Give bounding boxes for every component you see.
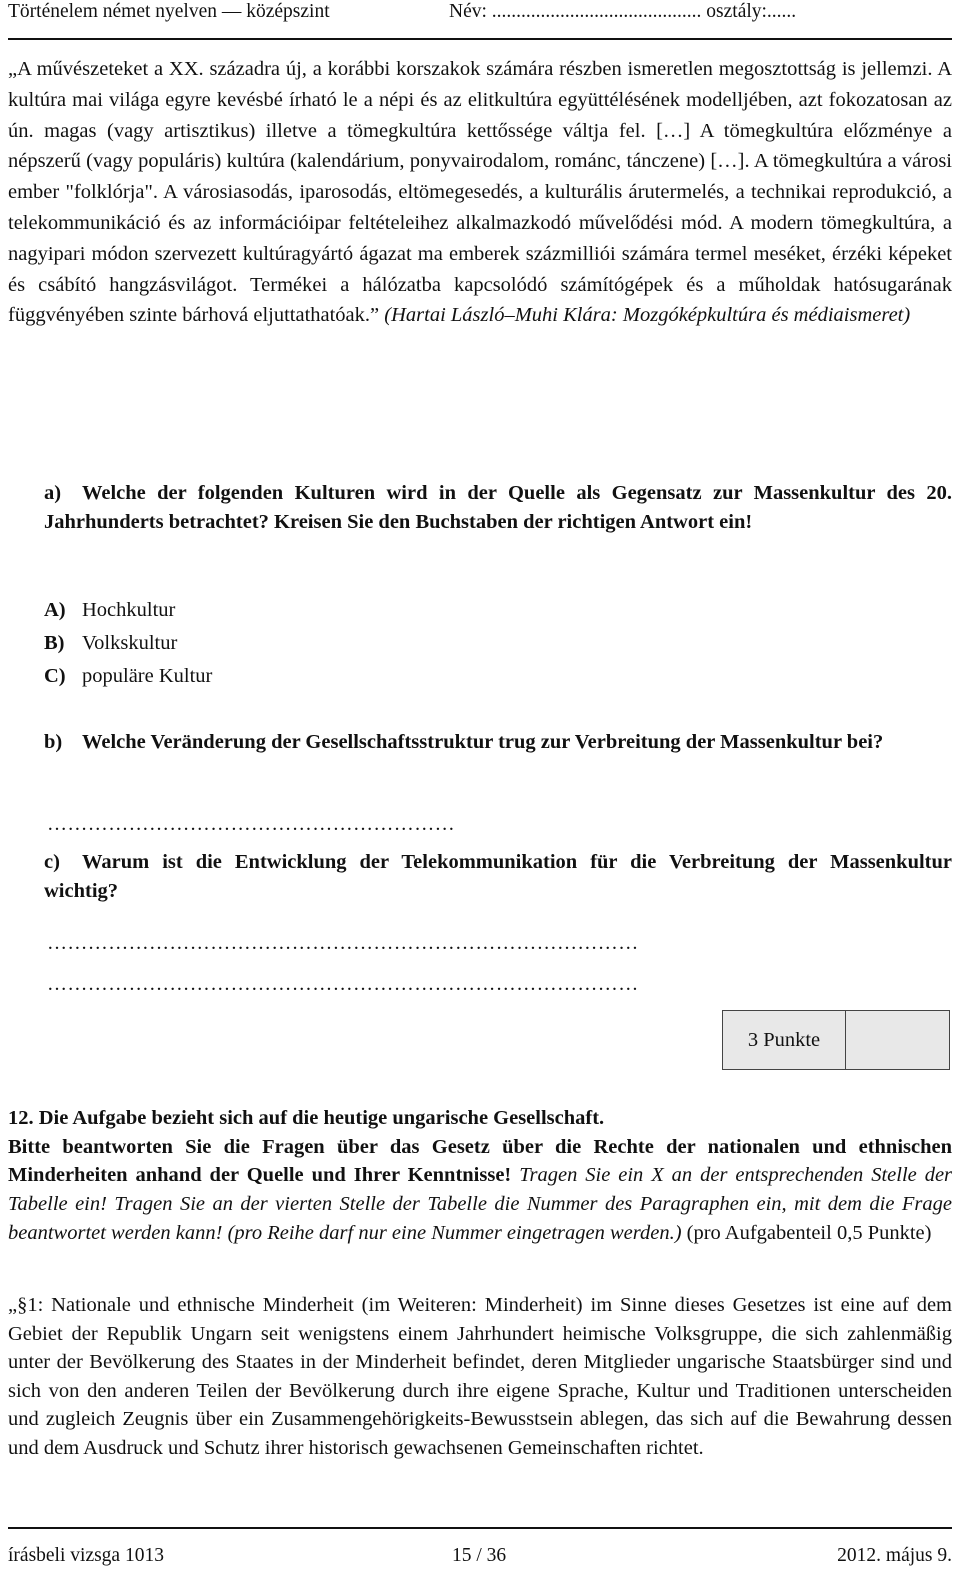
question-c-text: Warum ist die Entwicklung der Telekommunikation für die Verbreitung der Massenkultur wichtig? [44,851,952,902]
points-box [722,1010,950,1070]
option-b-text: Volkskultur [82,632,178,654]
footer-rule [8,1527,952,1529]
option-c[interactable] [44,664,212,688]
points-label: 3 Punkte [723,1011,846,1069]
question-c [44,848,952,906]
question-a-label: a) [44,482,62,504]
answer-line-b[interactable]: …………………………………………………… [47,814,455,834]
option-a-text: Hochkultur [82,599,176,621]
answer-line-c-2[interactable]: …………………………………………………………………………… [47,974,639,994]
footer-date: 2012. május 9. [837,1545,952,1566]
option-b[interactable] [44,631,177,655]
task-12-points-note: (pro Aufgabenteil 0,5 Punkte) [686,1221,932,1244]
option-c-letter: C) [44,665,66,687]
header-title: Történelem német nyelven — középszint [8,1,330,22]
task-12-instruction-italic: Tragen Sie ein X an der entsprechenden Stelle der Tabelle ein! Tragen Sie an der vierten Stelle der Tabelle die Nummer des Paragraphen ein, mit dem die Frage beantwortet werden kann! (pro Reihe darf nur eine Nummer eingetragen werden.) [8,1164,953,1244]
header-name-field: Név: ........................................... osztály:...... [449,1,797,22]
page-footer [8,1543,952,1569]
task-12-intro [8,1104,952,1248]
header-rule [8,38,952,40]
footer-exam-code: írásbeli vizsga 1013 [8,1545,164,1566]
question-b-label: b) [44,731,63,753]
source-quote [8,54,952,331]
question-b-text: Welche Veränderung der Gesellschaftsstruktur trug zur Verbreitung der Massenkultur bei? [82,731,884,753]
option-b-letter: B) [44,632,65,654]
question-b [44,728,952,757]
footer-page-number: 15 / 36 [452,1545,507,1566]
source-citation: (Hartai László–Muhi Klára: Mozgóképkultúra és médiaismeret) [384,304,911,327]
page-header [8,0,952,24]
question-a-text: Welche der folgenden Kulturen wird in der Quelle als Gegensatz zur Massenkultur des 20. Jahrhunderts betrachtet? Kreisen Sie den Buchstaben der richtigen Antwort ein! [44,482,952,533]
question-a [44,479,952,537]
task-12-instruction: Bitte beantworten Sie die Fragen über das Gesetz über die Rechte der nationalen und ethnischen Minderheiten anhand der Quelle und Ihrer Kenntnisse! [8,1135,952,1187]
question-c-label: c) [44,851,60,873]
option-c-text: populäre Kultur [82,665,213,687]
task-12-heading: 12. Die Aufgabe bezieht sich auf die heutige ungarische Gesellschaft. [8,1107,605,1129]
option-a[interactable] [44,598,175,622]
law-paragraph-1: „§1: Nationale und ethnische Minderheit (im Weiteren: Minderheit) im Sinne dieses Gesetzes ist eine auf dem Gebiet der Republik Ungarn seit wenigstens einem Jahrhundert heimische Volksgruppe, die sich zahlenmäßig unter der Bevölkerung des Staates in der Minderheit befindet, deren Mitglieder ungarische Staatsbürger sind und sich von den anderen Teilen der Bevölkerung durch ihre eigene Sprache, Kultur und Traditionen unterscheiden und zugleich Zeugnis über ein Zusammengehörigkeits-Bewusstsein ablegen, das sich auf die Bewahrung dessen und dem Ausdruck und Schutz ihrer historisch gewachsenen Gemeinschaften richtet. [8,1294,952,1459]
source-quote-text: „A művészeteket a XX. századra új, a korábbi korszakok számára részben ismeretlen megosztottság is jellemzi. A kultúra mai világa egyre kevésbé írható le a népi és az elitkultúra együttélésének modelljében, azt fokozatosan az ún. magas (vagy artisztikus) illetve a tömegkultúra kettőssége váltja fel. […] A tömegkultúra előzménye a népszerű (vagy populáris) kultúra (kalendárium, ponyvairodalom, románc, tánczene) […]. A tömegkultúra a városi ember "folklórja". A városiasodás, iparosodás, eltömegesedés, a kulturális árutermelés, a technikai reprodukció, a telekommunikáció és az információipar feltételeihez alkalmazkodó művelődési mód. A modern tömegkultúra, a nagyipari módon szervezett kultúragyártó ágazat ma emberek százmilliói számára termel meséket, érzéki képeket és csábító hangzásvilágot. Termékei a hálózatba kapcsolódó számítógépek és a műholdak hatósugarának függvényében szinte bárhová eljuttathatóak.” [8,58,952,327]
answer-line-c-1[interactable]: …………………………………………………………………………… [47,933,639,953]
option-a-letter: A) [44,599,66,621]
